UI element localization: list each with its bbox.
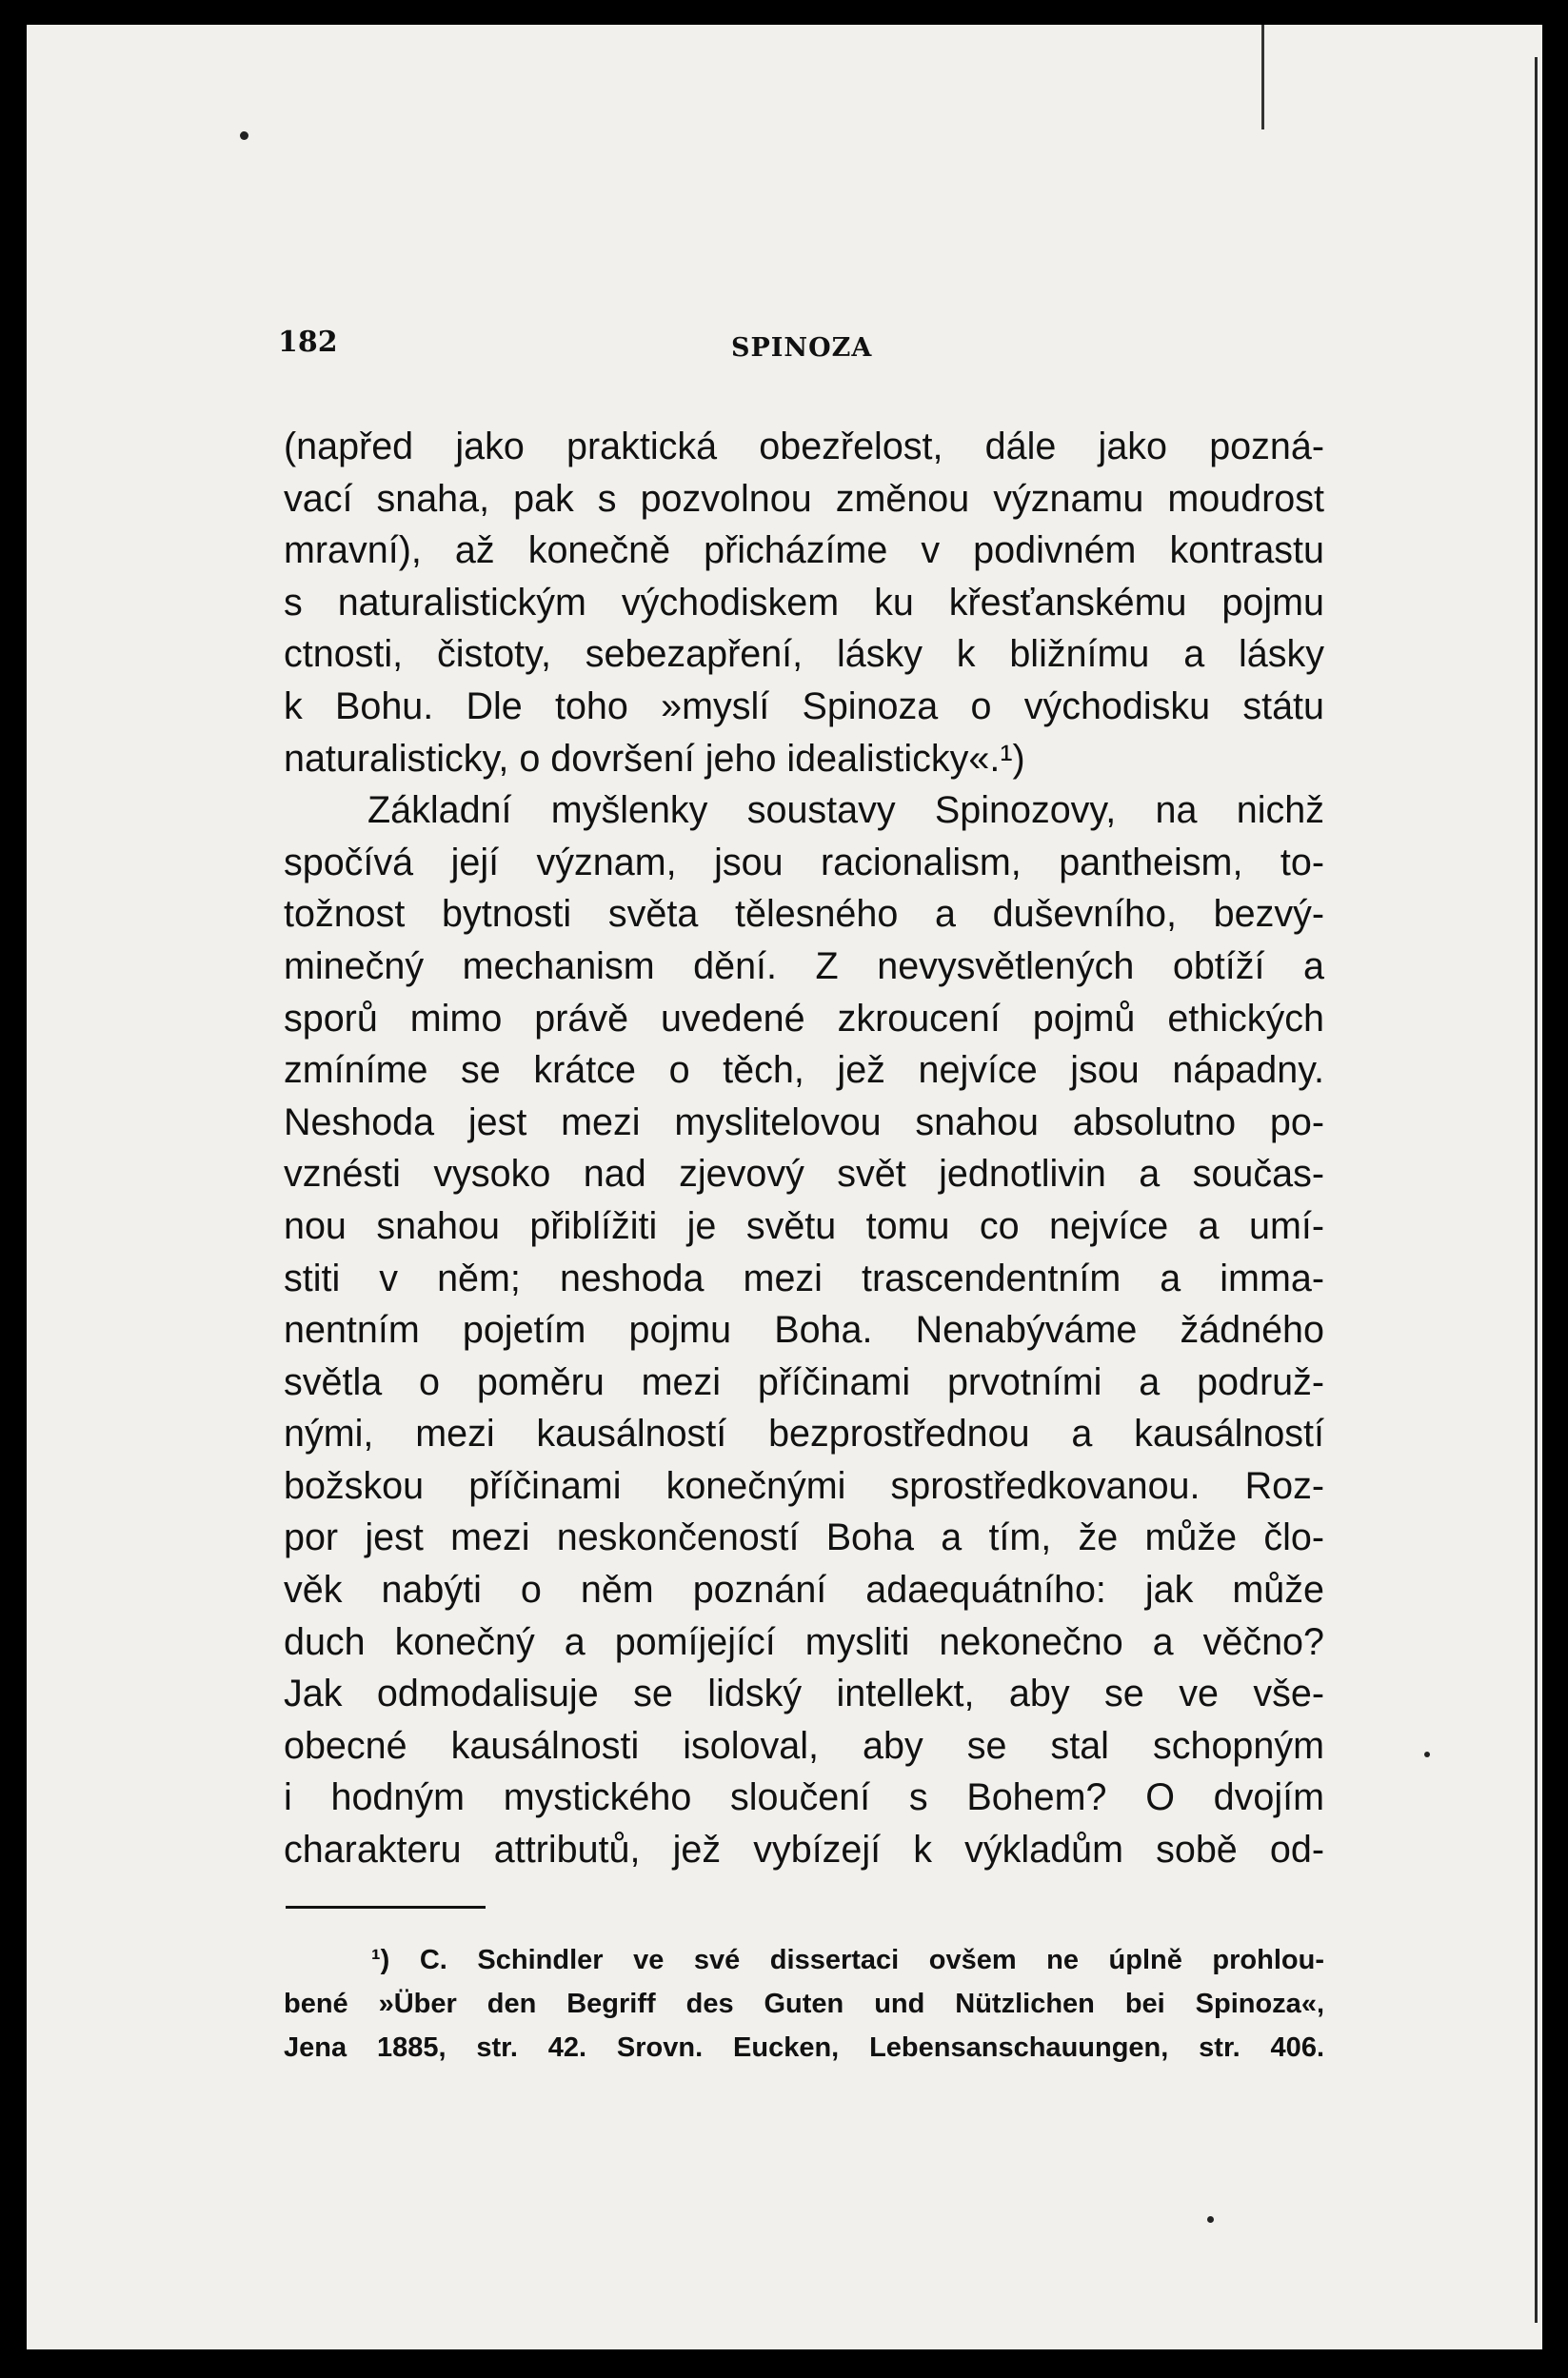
- ink-speck: [1424, 1752, 1430, 1757]
- text-line: tožnost bytnosti světa tělesného a duševního, bezvý-: [284, 893, 1324, 936]
- text-line: vznésti vysoko nad zjevový svět jednotlivin a součas-: [284, 1153, 1324, 1196]
- text-line: Základní myšlenky soustavy Spinozovy, na nichž: [367, 789, 1324, 832]
- text-line: ctnosti, čistoty, sebezapření, lásky k bližnímu a lásky: [284, 633, 1324, 676]
- text-line: božskou příčinami konečnými sprostředkovanou. Roz-: [284, 1464, 1324, 1507]
- text-line: světla o poměru mezi příčinami prvotními a podruž-: [284, 1360, 1324, 1403]
- text-line: nými, mezi kausálností bezprostřednou a kausálností: [284, 1413, 1324, 1456]
- text-line: spočívá její význam, jsou racionalism, pantheism, to-: [284, 841, 1324, 883]
- running-head: SPINOZA: [731, 333, 873, 363]
- text-line: mravní), až konečně přicházíme v podivném kontrastu: [284, 529, 1324, 572]
- text-line: Neshoda jest mezi myslitelovou snahou absolutno po-: [284, 1100, 1324, 1143]
- footnote-separator: [286, 1906, 486, 1909]
- text-line: k Bohu. Dle toho »myslí Spinoza o východisku státu: [284, 684, 1324, 727]
- footnote-line: ¹) C. Schindler ve své dissertaci ovšem ne úplně prohlou-: [371, 1945, 1324, 1975]
- text-line: por jest mezi neskončeností Boha a tím, že může člo-: [284, 1516, 1324, 1559]
- text-line: obecné kausálnosti isoloval, aby se stal schopným: [284, 1724, 1324, 1767]
- text-line: Jak odmodalisuje se lidský intellekt, aby se ve vše-: [284, 1673, 1324, 1715]
- main-text-block: [284, 421, 1324, 1876]
- ink-speck: [1207, 2216, 1214, 2223]
- text-line: zmíníme se krátce o těch, jež nejvíce jsou nápadny.: [284, 1049, 1324, 1092]
- text-line: vací snaha, pak s pozvolnou změnou významu moudrost: [284, 477, 1324, 520]
- text-line: nentním pojetím pojmu Boha. Nenabýváme žádného: [284, 1309, 1324, 1352]
- text-line: (napřed jako praktická obezřelost, dále jako pozná-: [284, 426, 1324, 467]
- text-line: věk nabýti o něm poznání adaequátního: jak může: [284, 1569, 1324, 1612]
- scan-edge-mark: [1261, 25, 1264, 129]
- text-line: duch konečný a pomíjející mysliti nekonečno a věčno?: [284, 1620, 1324, 1663]
- footnote-line: Jena 1885, str. 42. Srovn. Eucken, Lebensanschauungen, str. 406.: [284, 2032, 1324, 2063]
- text-line: i hodným mystického sloučení s Bohem? O dvojím: [284, 1776, 1324, 1819]
- text-line: naturalisticky, o dovršení jeho idealisticky«.¹): [284, 737, 1025, 780]
- page-number: 182: [278, 326, 338, 359]
- text-line: s naturalistickým východiskem ku křesťanskému pojmu: [284, 581, 1324, 624]
- text-line: nou snahou přiblížiti je světu tomu co nejvíce a umí-: [284, 1204, 1324, 1247]
- footnote-block: [284, 1938, 1324, 2070]
- text-line: stiti v něm; neshoda mezi trascendentním a imma-: [284, 1257, 1324, 1299]
- text-line: sporů mimo právě uvedené zkroucení pojmů ethických: [284, 997, 1324, 1040]
- binding-edge-line: [1535, 57, 1538, 2323]
- footnote-line: bené »Über den Begriff des Guten und Nützlichen bei Spinoza«,: [284, 1989, 1324, 2019]
- ink-speck: [240, 131, 248, 140]
- text-line: minečný mechanism dění. Z nevysvětlených obtíží a: [284, 944, 1324, 987]
- text-line: charakteru attributů, jež vybízejí k výkladům sobě od-: [284, 1829, 1324, 1872]
